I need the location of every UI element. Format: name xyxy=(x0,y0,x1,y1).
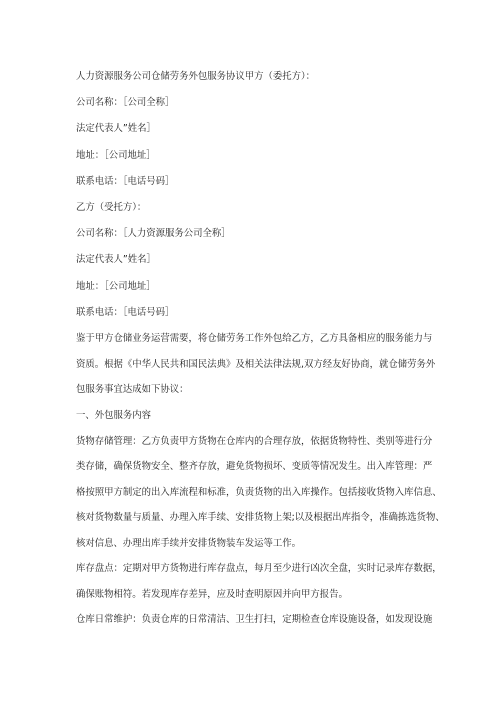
maintenance-line: 仓库日常维护：负责仓库的日常清洁、卫生打扫，定期检查仓库设施设备，如发现设施 xyxy=(76,614,433,626)
party-a-legal-rep: 法定代表人”姓名］ xyxy=(76,123,156,135)
storage-line: 核对信息、办理出库手续并安排货物装车发运等工作。 xyxy=(76,537,302,549)
maintenance-paragraph xyxy=(76,607,433,633)
party-a-heading: 人力资源服务公司仓储劳务外包服务协议甲方（委托方）： xyxy=(76,71,316,82)
preamble-line: 鉴于甲方仓储业务运营需要，将仓储劳务工作外包给乙方，乙方具备相应的服务能力与 xyxy=(76,333,433,345)
section-1-title: 一、外包服务内容 xyxy=(76,409,152,421)
document-page xyxy=(76,64,445,633)
inventory-line: 库存盘点：定期对甲方货物进行库存盘点，每月至少进行凶次全盘，实时记录库存数据， xyxy=(76,563,442,575)
storage-line: 类存储，确保货物安全、整齐存放，避免货物损坏、变质等情况发生。出入库管理：严 xyxy=(76,461,433,473)
party-a-address: 地址：［公司地址］ xyxy=(76,149,156,161)
party-b-phone: 联系电话：［电话号码］ xyxy=(76,306,175,318)
party-b-heading: 乙方（受托方）： xyxy=(76,202,147,214)
storage-line: 格按照甲方制定的出入库流程和标准，负责货物的出入库操作。包括接收货物入库信息、 xyxy=(76,486,442,498)
party-b-legal-rep: 法定代表人”姓名］ xyxy=(76,254,156,266)
inventory-paragraph xyxy=(76,556,442,607)
preamble-paragraph xyxy=(76,326,436,403)
preamble-line: 包服务事宜达成如下协议： xyxy=(76,384,189,396)
storage-line: 货物存储管理：乙方负责甲方货物在仓库内的合理存放，依据货物特性、类别等进行分 xyxy=(76,435,433,447)
inventory-line: 确保账物相符。若发现库存差异，应及时查明原因并向甲方报告。 xyxy=(76,588,348,600)
storage-line: 核对货物数量与质量、办理入库手续、安排货物上架;以及根据出库指令，准确拣选货物、 xyxy=(76,512,445,524)
party-b-address: 地址：［公司地址］ xyxy=(76,280,156,292)
preamble-line: 资质。根据《中华人民共和国民法典》及相关法律法规,双方经友好协商，就仓储劳务外 xyxy=(76,358,436,370)
party-a-company: 公司名称：［公司全称］ xyxy=(76,97,175,109)
party-a-phone: 联系电话：［电话号码］ xyxy=(76,175,175,187)
party-b-company: 公司名称：［人力资源服务公司全称］ xyxy=(76,228,231,240)
storage-paragraph xyxy=(76,429,445,557)
